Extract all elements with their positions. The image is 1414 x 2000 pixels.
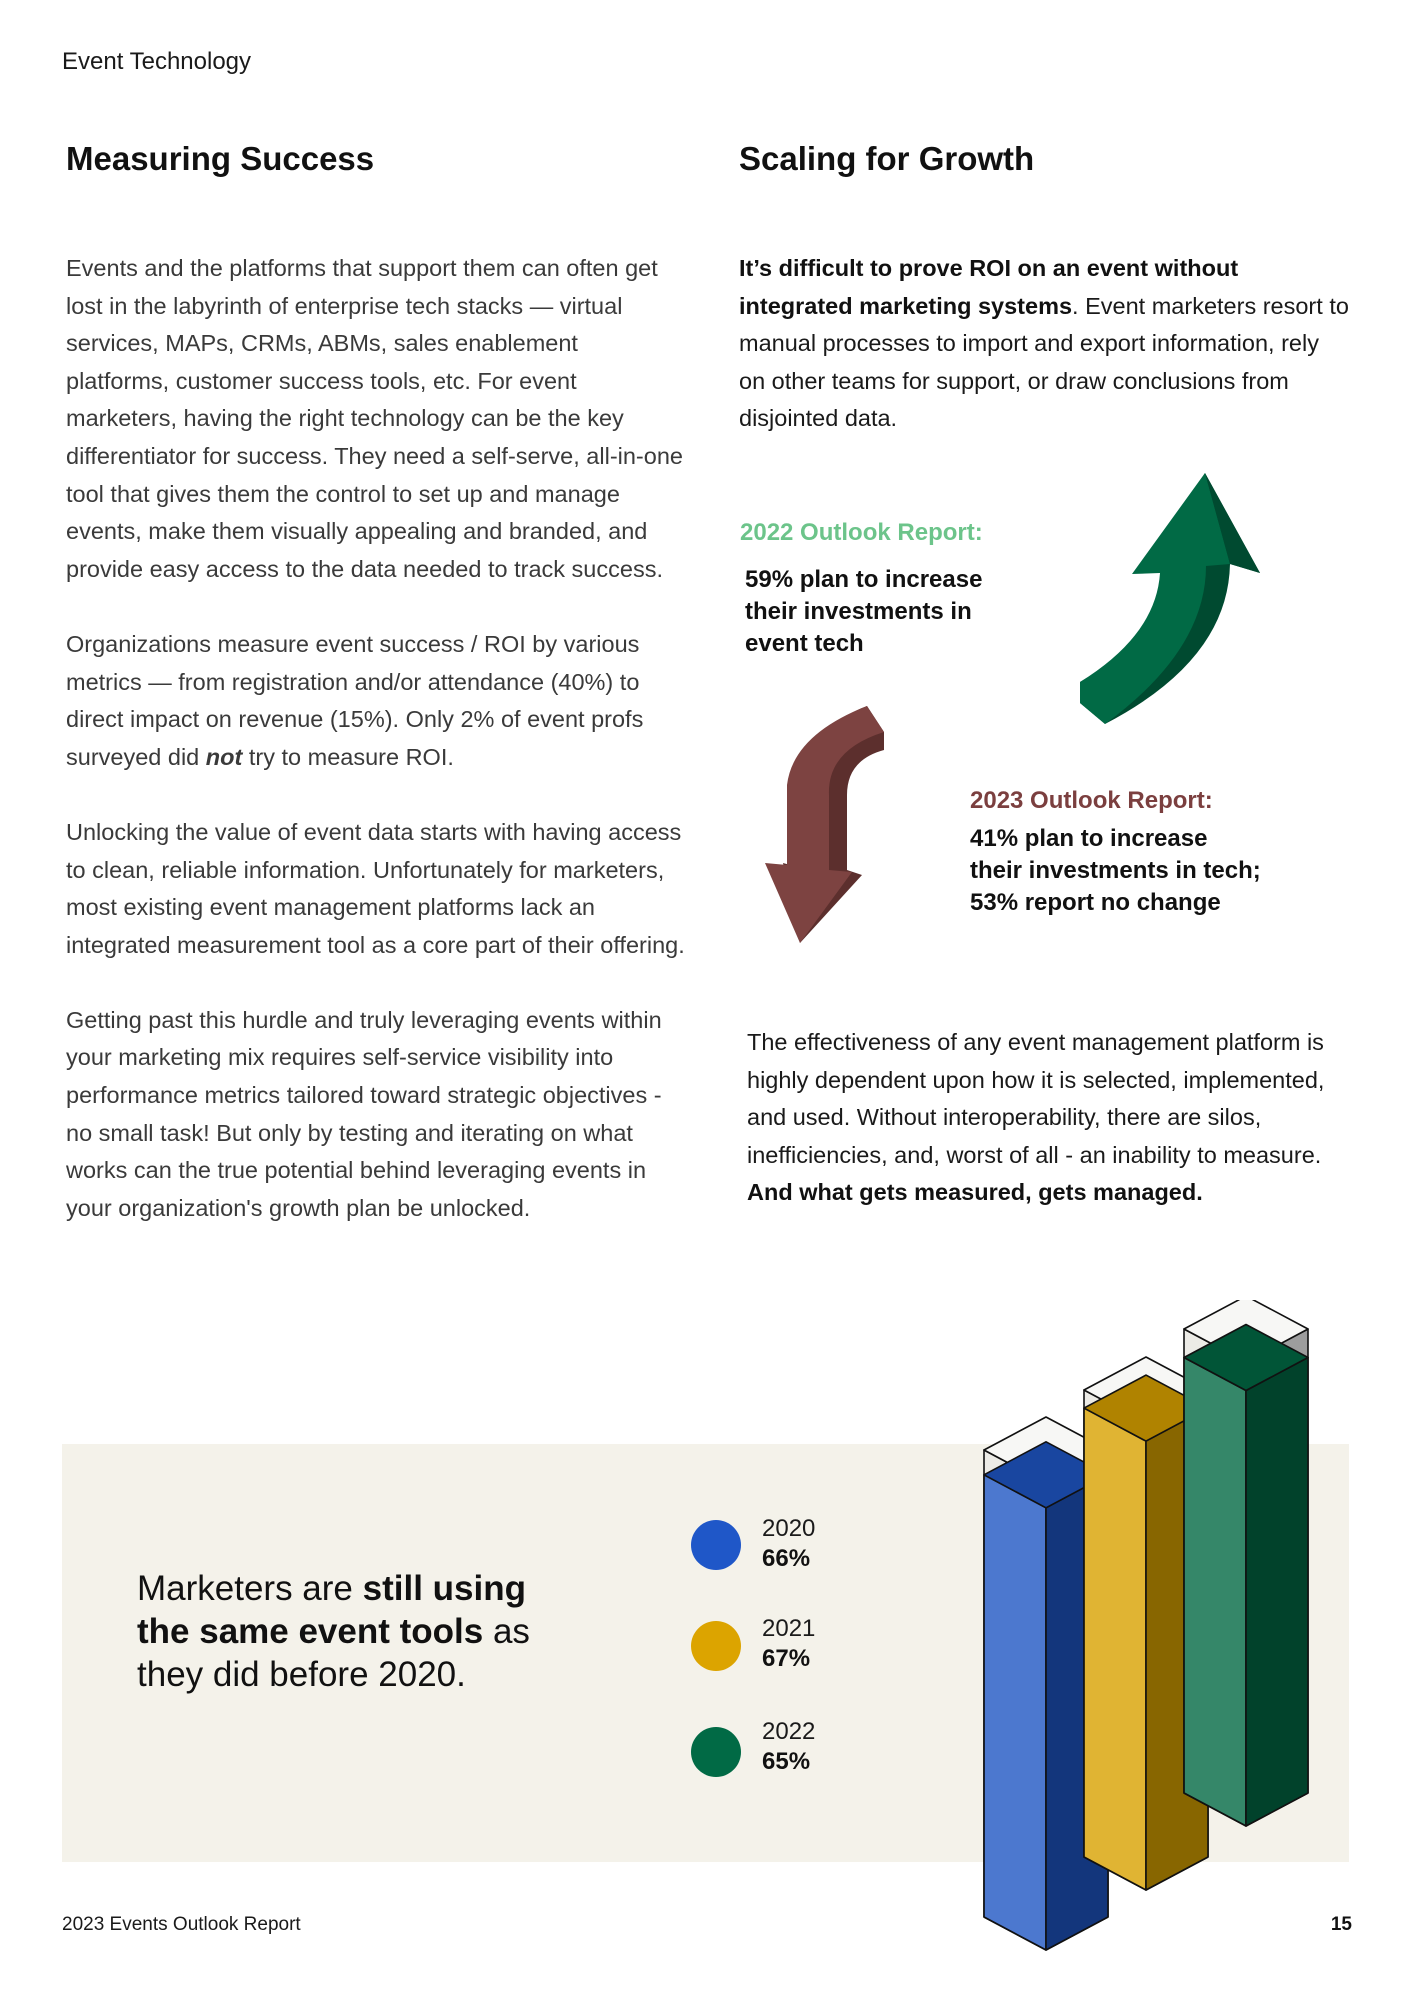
value-bar-2022-right-face — [1246, 1358, 1308, 1827]
section-label: Event Technology — [62, 48, 252, 75]
legend-value: 65% — [762, 1748, 811, 1775]
value-bar-2022-left-face — [1184, 1358, 1246, 1827]
value-bar-2020-left-face — [984, 1475, 1046, 1950]
outlook-2022-title: 2022 Outlook Report: — [740, 519, 983, 546]
legend-value: 66% — [762, 1545, 811, 1572]
left-paragraph-2: Organizations measure event success / ROI by various metrics — from registration and/or attendance (40%) to direct impact on revenue (15%). Only 2% of event profs surveyed did not try to measure ROI. — [66, 630, 644, 770]
right-heading: Scaling for Growth — [739, 140, 1035, 177]
left-paragraph-1: Events and the platforms that support them can often get lost in the labyrinth of enterprise tech stacks — virtual services, MAPs, CRMs, ABMs, sales enablement platforms, customer success tools, etc. For event marketers, having the right technology can be the key differentiator for success. They need a self-serve, all-in-one tool that gives them the control to set up and manage events, make them visually appealing and branded, and provide easy access to the data needed to track success. — [66, 255, 683, 582]
right-intro-rest: . Event marketers resort to manual processes to import and export information, rely on other teams for support, or draw conclusions from disjointed data. — [739, 292, 1349, 432]
legend-year: 2021 — [762, 1615, 816, 1642]
legend-item-2020 — [762, 1514, 815, 1574]
legend-value: 67% — [762, 1645, 811, 1672]
left-paragraph-4: Getting past this hurdle and truly leveraging events within your marketing mix requires self-service visibility into performance metrics tailored toward strategic objectives - no small task! But only by testing and iterating on what works can the true potential behind leveraging events in your organization's growth plan be unlocked. — [66, 1006, 662, 1221]
legend-dot-2020 — [691, 1520, 741, 1570]
outlook-2023-title: 2023 Outlook Report: — [970, 787, 1213, 814]
left-body — [66, 250, 686, 1265]
emphasis-not: not — [205, 743, 243, 770]
footer-report-name: 2023 Events Outlook Report — [62, 1914, 301, 1935]
banner-statement: Marketers are still using the same event tools as they did before 2020. — [137, 1569, 530, 1694]
right-intro — [739, 250, 1349, 438]
value-bar-2021-left-face — [1084, 1408, 1146, 1890]
banner-bold: still using the same event tools — [137, 1569, 526, 1651]
down-arrow-icon — [757, 700, 907, 950]
outlook-2022-body: 59% plan to increase their investments in event tech — [745, 566, 983, 657]
left-heading: Measuring Success — [66, 140, 375, 177]
right-closing — [747, 1024, 1357, 1212]
legend-year: 2020 — [762, 1515, 816, 1542]
legend-item-2021 — [762, 1614, 815, 1674]
legend-year: 2022 — [762, 1718, 816, 1745]
right-closing-text: The effectiveness of any event management platform is highly dependent upon how it is selected, implemented, and used. Without interoperability, there are silos, inefficiencies, and, worst of all - an inability to measure. — [747, 1029, 1325, 1168]
legend-dot-2021 — [691, 1621, 741, 1671]
legend-dot-2022 — [691, 1727, 741, 1777]
left-paragraph-3: Unlocking the value of event data starts with having access to clean, reliable information. Unfortunately for marketers, most existing event management platforms lack an integrated measurement tool as a core part of their offering. — [66, 818, 685, 958]
right-intro-bold: It’s difficult to prove ROI on an event without integrated marketing systems — [739, 255, 1239, 319]
chart-3d-columns — [960, 1300, 1320, 1980]
page-number: 15 — [1330, 1914, 1352, 1935]
legend-item-2022 — [762, 1717, 815, 1777]
up-arrow-icon — [1070, 470, 1270, 740]
right-closing-bold: And what gets measured, gets managed. — [747, 1179, 1203, 1206]
outlook-2023-body: 41% plan to increase their investments in tech; 53% report no change — [970, 825, 1261, 916]
